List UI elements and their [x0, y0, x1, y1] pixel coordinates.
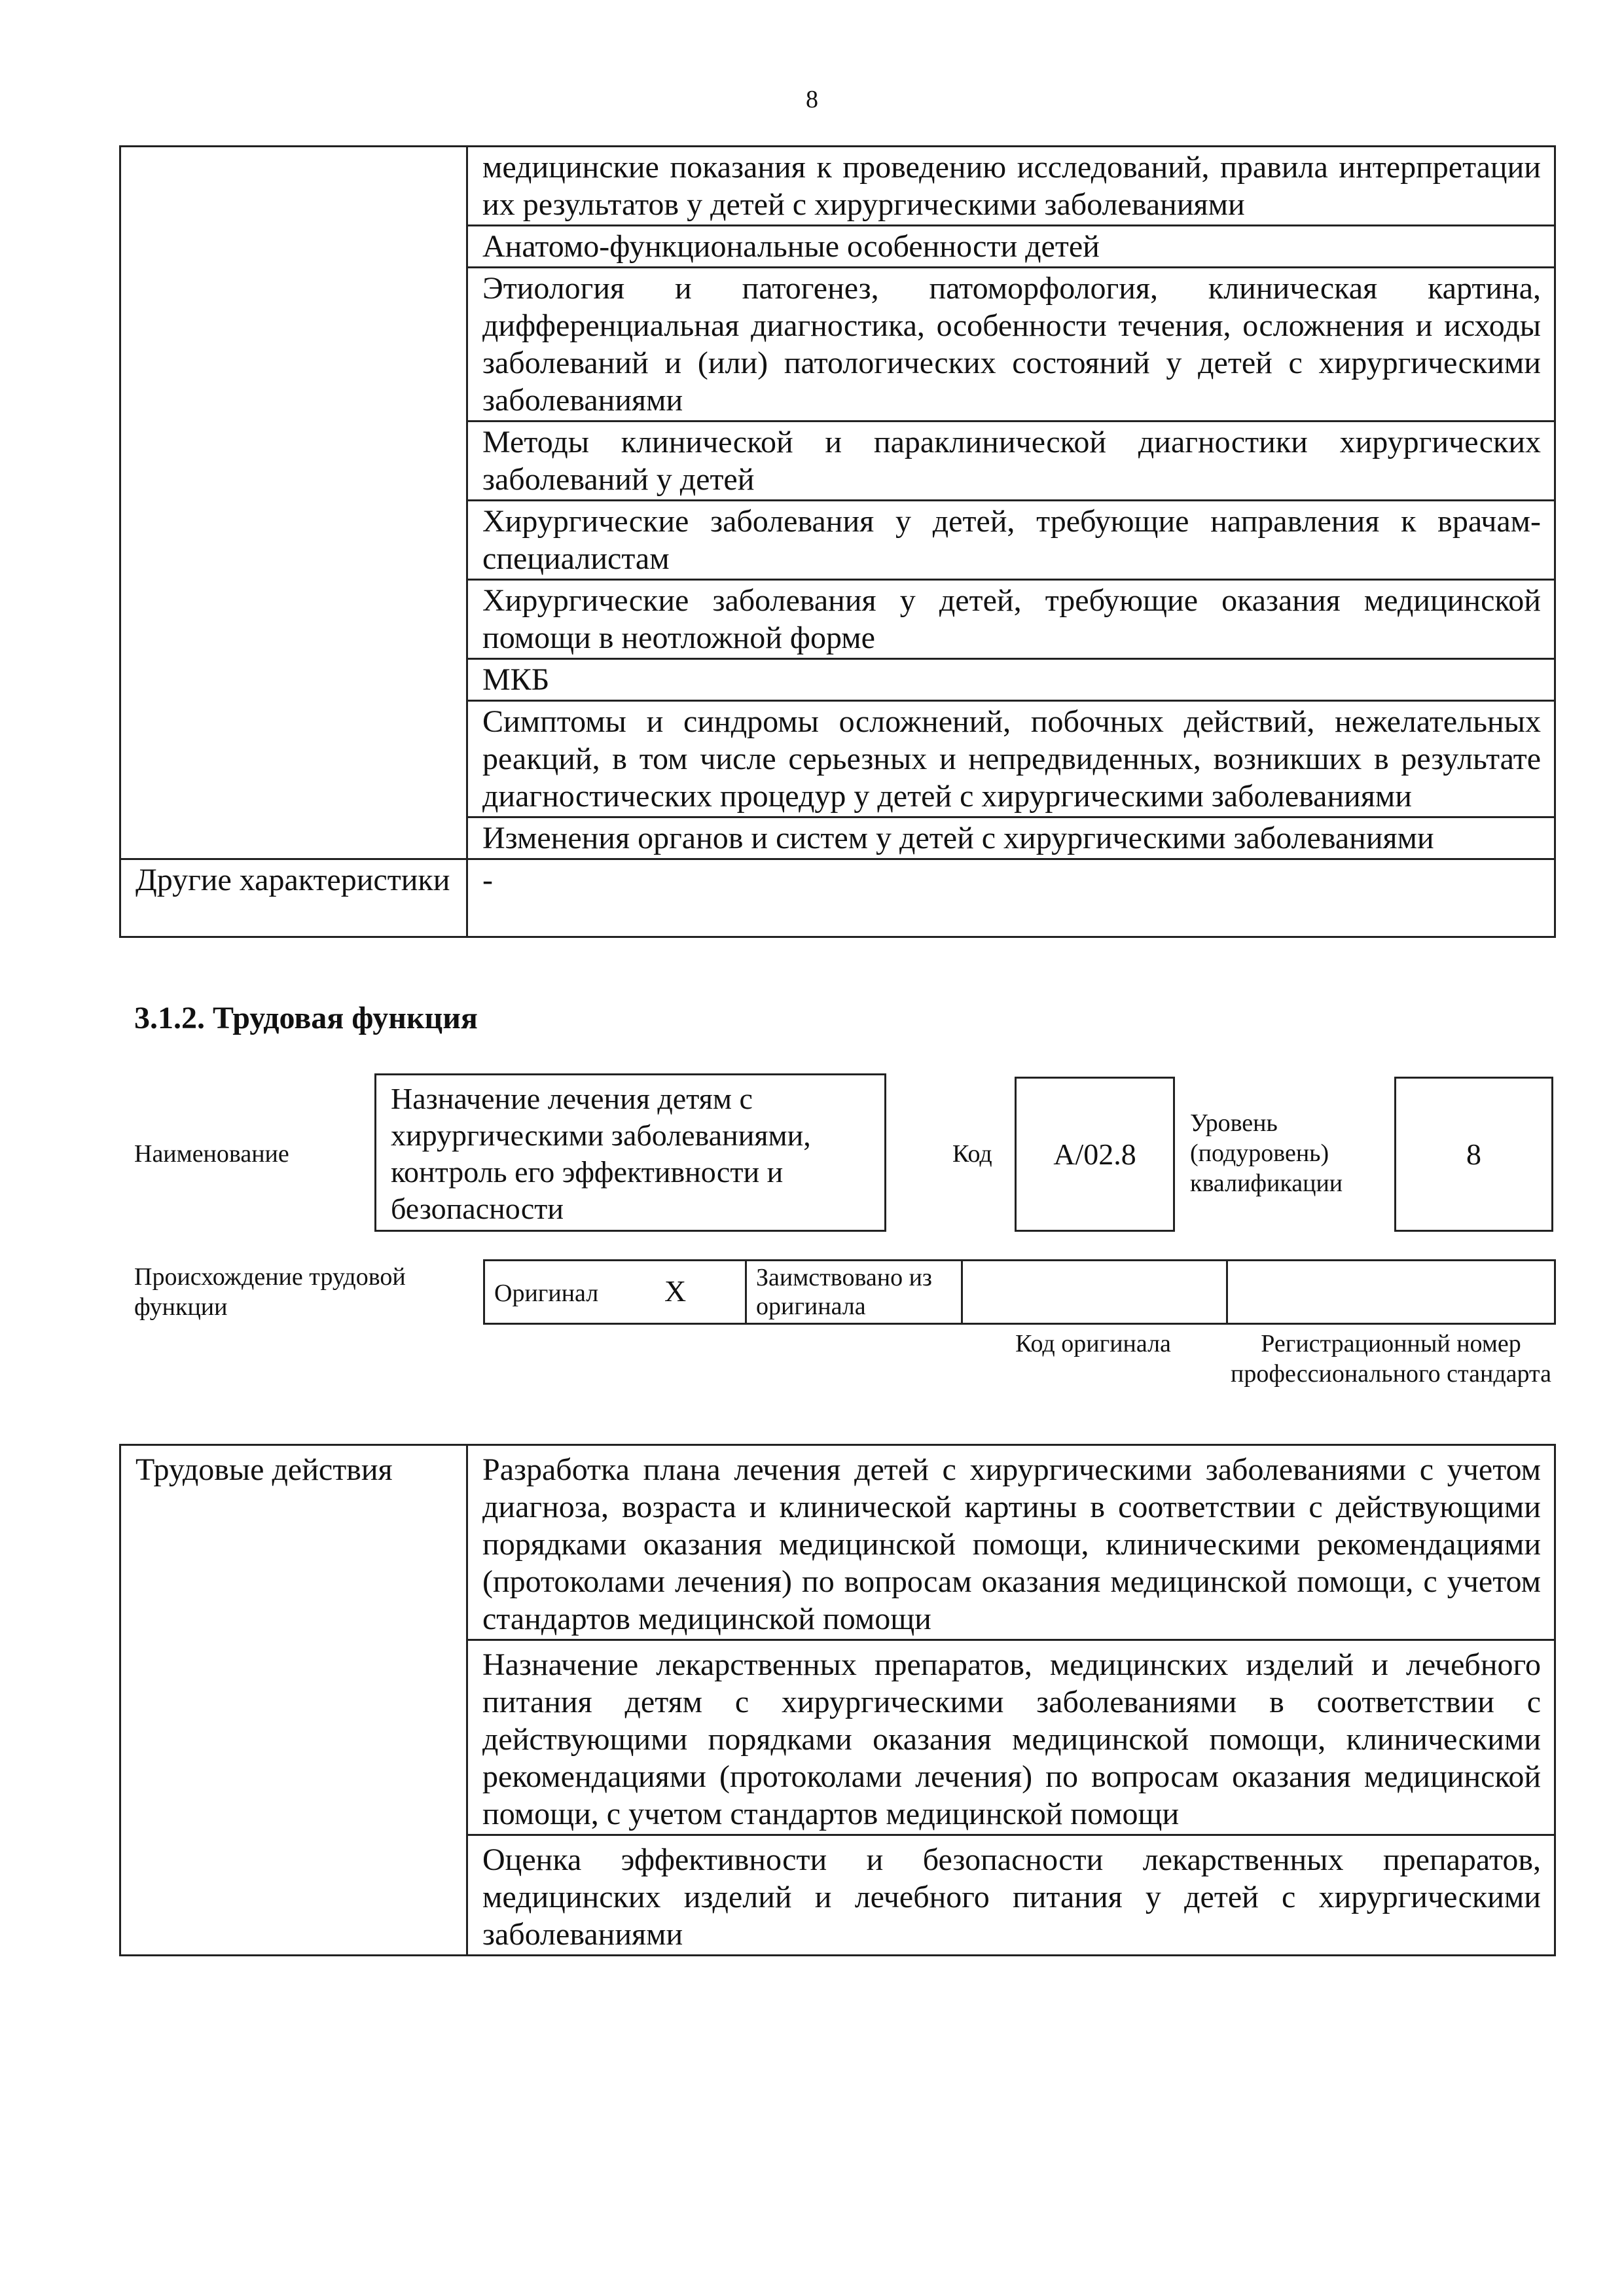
knowledge-row: Хирургические заболевания у детей, требующие направления к врачам-специалистам	[467, 501, 1555, 580]
function-level-value: 8	[1466, 1138, 1481, 1171]
code-label: Код	[952, 1140, 992, 1168]
origin-code-cell	[962, 1261, 1227, 1324]
knowledge-row: Анатомо-функциональные особенности детей	[467, 226, 1555, 268]
knowledge-row: Методы клинической и параклинической диагностики хирургических заболеваний у детей	[467, 422, 1555, 501]
knowledge-row: Изменения органов и систем у детей с хирургическими заболеваниями	[467, 817, 1555, 859]
function-code-box	[1015, 1077, 1175, 1232]
labor-action-row: Оценка эффективности и безопасности лекарственных препаратов, медицинских изделий и лечебного питания у детей с хирургическими заболеваниями	[467, 1835, 1555, 1956]
origin-label: Происхождение трудовой функции	[134, 1263, 406, 1321]
other-characteristics-label: Другие характеристики	[120, 859, 467, 937]
labor-actions-table	[119, 1444, 1556, 1956]
function-level-box	[1394, 1077, 1553, 1232]
function-name-box: Назначение лечения детям с хирургическими заболеваниями, контроль его эффективности и безопасности	[374, 1073, 886, 1232]
knowledge-row: Этиология и патогенез, патоморфология, клиническая картина, дифференциальная диагностика, особенности течения, осложнения и исходы заболеваний и (или) патологических состояний у детей с хирургическими заболеваниями	[467, 268, 1555, 422]
section-heading: 3.1.2. Трудовая функция	[134, 1001, 478, 1035]
function-code-value: A/02.8	[1053, 1138, 1136, 1171]
knowledge-row: медицинские показания к проведению исследований, правила интерпретации их результатов у детей с хирургическими заболеваниями	[467, 147, 1555, 226]
origin-table	[483, 1259, 1556, 1325]
reg-number-caption: Регистрационный номер профессионального стандарта	[1231, 1330, 1551, 1388]
origin-borrowed-label: Заимствовано из оригинала	[746, 1261, 962, 1324]
level-label: Уровень (подуровень) квалификации	[1190, 1109, 1343, 1197]
labor-actions-label: Трудовые действия	[120, 1445, 467, 1956]
labor-action-row: Разработка плана лечения детей с хирургическими заболеваниями с учетом диагноза, возраста и клинической картины в соответствии с действующими порядками оказания медицинской помощи, клиническими рекомендациями (протоколами лечения) по вопросам оказания медицинской помощи, с учетом стандартов медицинской помощи	[467, 1445, 1555, 1640]
code-original-caption: Код оригинала	[1015, 1330, 1171, 1357]
knowledge-row: Хирургические заболевания у детей, требующие оказания медицинской помощи в неотложной форме	[467, 580, 1555, 659]
name-label: Наименование	[134, 1140, 289, 1168]
page-number: 8	[806, 86, 818, 113]
knowledge-row: Симптомы и синдромы осложнений, побочных действий, нежелательных реакций, в том числе серьезных и непредвиденных, возникших в результате диагностических процедур у детей с хирургическими заболеваниями	[467, 701, 1555, 817]
other-characteristics-value: -	[467, 859, 1555, 937]
origin-reg-number-cell	[1227, 1261, 1555, 1324]
origin-original-mark: X	[664, 1274, 687, 1308]
knowledge-table	[119, 145, 1556, 938]
labor-action-row: Назначение лекарственных препаратов, медицинских изделий и лечебного питания детям с хирургическими заболеваниями в соответствии с действующими порядками оказания медицинской помощи, клиническими рекомендациями (протоколами лечения) по вопросам оказания медицинской помощи, с учетом стандартов медицинской помощи	[467, 1640, 1555, 1835]
origin-original-cell	[484, 1261, 746, 1324]
origin-original-label: Оригинал	[494, 1279, 599, 1307]
knowledge-row: МКБ	[467, 659, 1555, 701]
knowledge-label-cell	[120, 147, 467, 859]
